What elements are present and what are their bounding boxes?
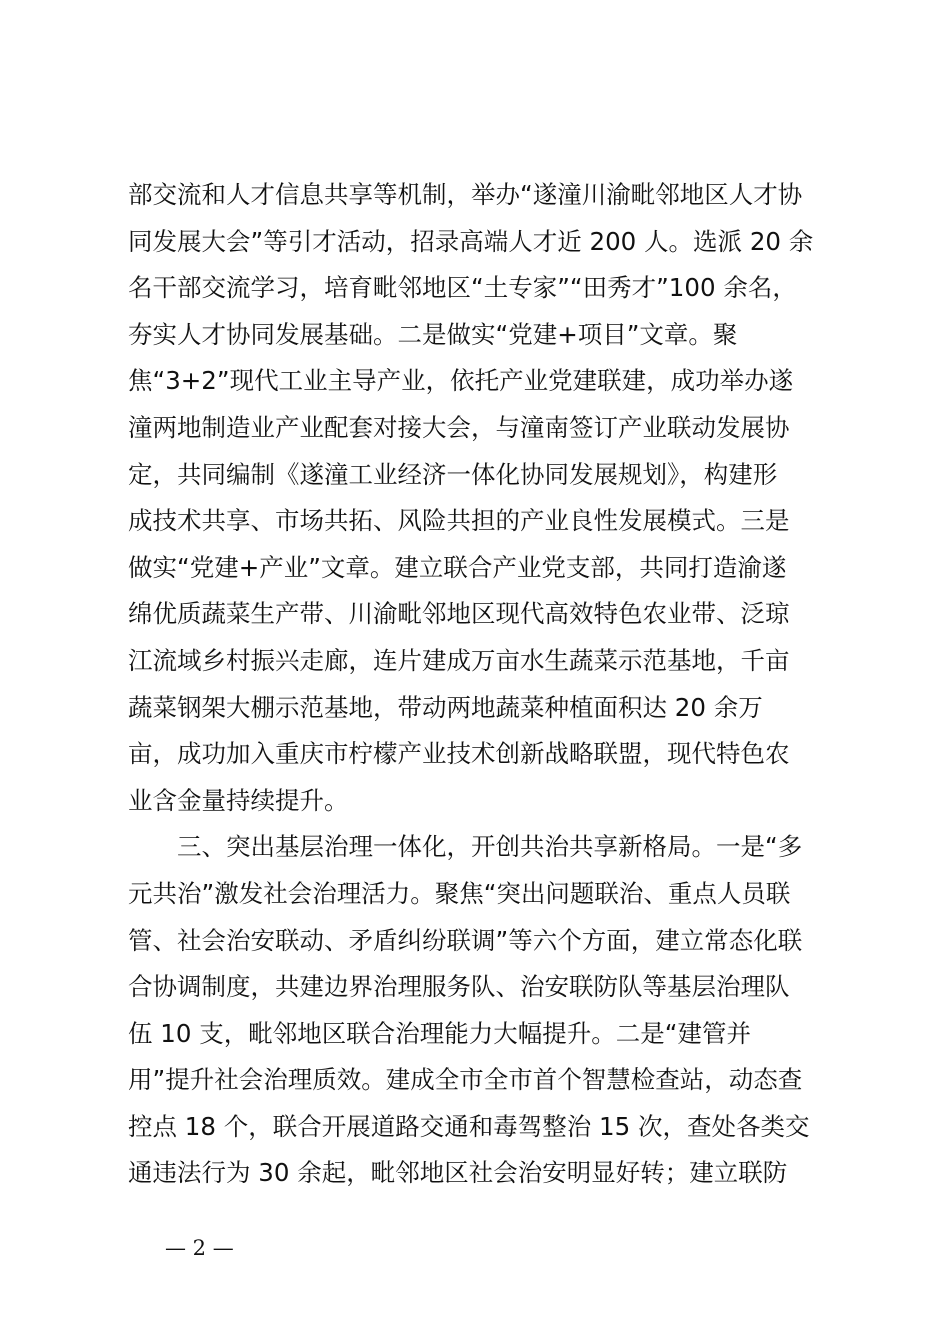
text-line: 成技术共享、市场共拓、风险共担的产业良性发展模式。三是 — [128, 506, 790, 536]
text-line: 伍 10 支，毗邻地区联合治理能力大幅提升。二是“建管并 — [128, 1018, 751, 1048]
document-body — [128, 172, 830, 1197]
text-line: 亩，成功加入重庆市柠檬产业技术创新战略联盟，现代特色农 — [128, 739, 790, 769]
text-line: 元共治”激发社会治理活力。聚焦“突出问题联治、重点人员联 — [128, 878, 791, 908]
text-line: 用”提升社会治理质效。建成全市全市首个智慧检查站，动态查 — [128, 1065, 803, 1095]
text-line: 部交流和人才信息共享等机制，举办“遂潼川渝毗邻地区人才协 — [128, 180, 803, 209]
text-line: 管、社会治安联动、矛盾纠纷联调”等六个方面，建立常态化联 — [128, 925, 803, 955]
text-line: 名干部交流学习，培育毗邻地区“土专家”“田秀才”100 余名， — [128, 273, 797, 303]
text-line: 控点 18 个，联合开展道路交通和毒驾整治 15 次，查处各类交 — [128, 1111, 810, 1141]
text-line: 焦“3+2”现代工业主导产业，依托产业党建联建，成功举办遂 — [128, 366, 794, 396]
text-line: 定，共同编制《遂潼工业经济一体化协同发展规划》，构建形 — [128, 459, 778, 489]
text-line: 蔬菜钢架大棚示范基地，带动两地蔬菜种植面积达 20 余万 — [128, 692, 763, 722]
text-line: 潼两地制造业产业配套对接大会，与潼南签订产业联动发展协 — [128, 412, 790, 442]
paragraph-start-line: 三、突出基层治理一体化，开创共治共享新格局。一是“多 — [128, 832, 803, 862]
page-number: — 2 — — [165, 1236, 234, 1260]
text-line: 做实“党建+产业”文章。建立联合产业党支部，共同打造渝遂 — [128, 552, 787, 582]
text-line: 江流域乡村振兴走廊，连片建成万亩水生蔬菜示范基地，千亩 — [128, 645, 790, 675]
text-line: 夯实人才协同发展基础。二是做实“党建+项目”文章。聚 — [128, 319, 738, 349]
text-line: 绵优质蔬菜生产带、川渝毗邻地区现代高效特色农业带、泛琼 — [128, 599, 790, 629]
text-line: 业含金量持续提升。 — [128, 785, 349, 815]
text-line: 合协调制度，共建边界治理服务队、治安联防队等基层治理队 — [128, 972, 790, 1002]
text-line: 通违法行为 30 余起，毗邻地区社会治安明显好转；建立联防 — [128, 1158, 788, 1188]
text-line: 同发展大会”等引才活动，招录高端人才近 200 人。选派 20 余 — [128, 226, 814, 256]
